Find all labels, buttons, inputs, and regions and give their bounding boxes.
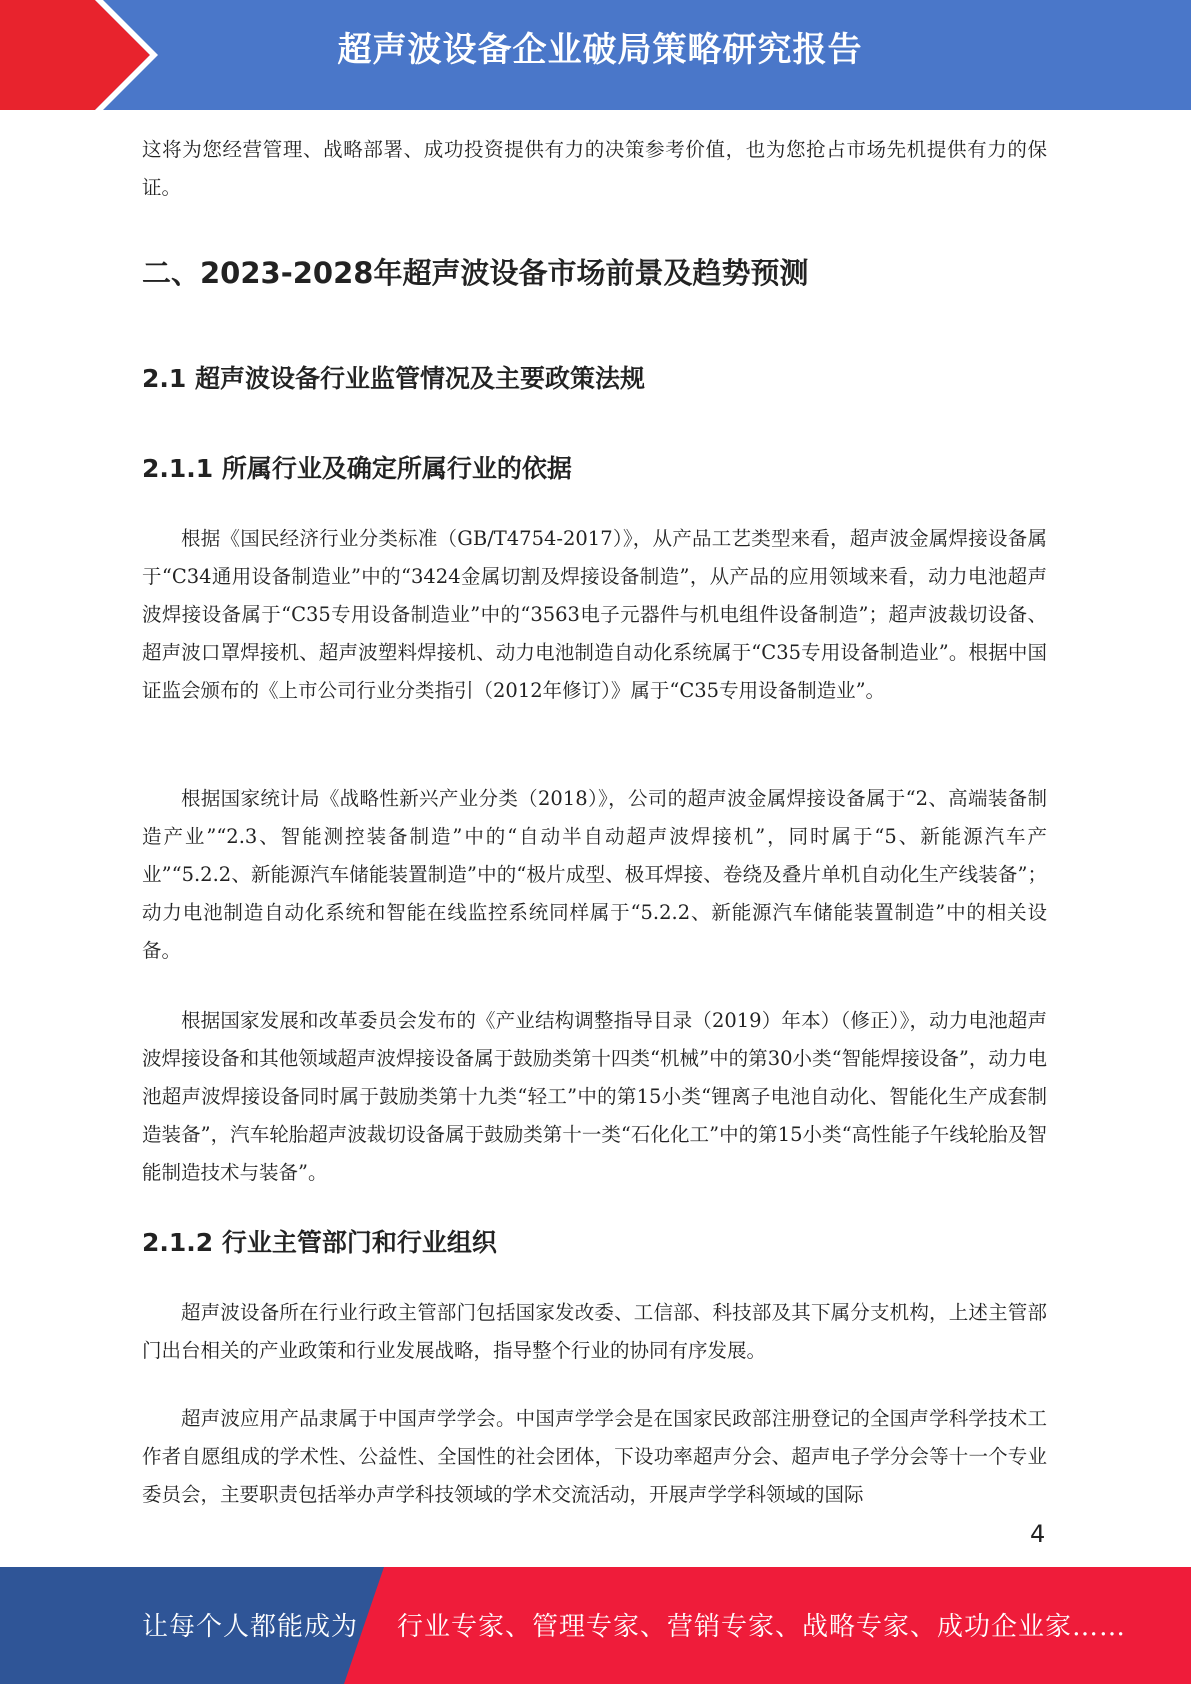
body-paragraph: 超声波设备所在行业行政主管部门包括国家发改委、工信部、科技部及其下属分支机构，上述主管部门出台相关的产业政策和行业发展战略，指导整个行业的协同有序发展。 <box>142 1301 1047 1362</box>
document-body <box>142 131 1047 1506</box>
body-paragraph: 超声波应用产品隶属于中国声学学会。中国声学学会是在国家民政部注册登记的全国声学科学技术工作者自愿组成的学术性、公益性、全国性的社会团体，下设功率超声分会、超声电子学分会等十一个专业委员会，主要职责包括举办声学科技领域的学术交流活动，开展声学学科领域的国际 <box>142 1407 1047 1506</box>
page-header <box>0 0 1191 110</box>
footer-slogan-right: 行业专家、管理专家、营销专家、战略专家、成功企业家…… <box>397 1612 1127 1642</box>
continuation-paragraph: 这将为您经营管理、战略部署、成功投资提供有力的决策参考价值，也为您抢占市场先机提供有力的保证。 <box>142 138 1047 199</box>
sub-subsection-heading-2: 2.1.2 行业主管部门和行业组织 <box>142 1228 497 1257</box>
sub-subsection-heading-1: 2.1.1 所属行业及确定所属行业的依据 <box>142 454 572 483</box>
page-footer <box>0 1567 1191 1684</box>
body-paragraph: 根据国家统计局《战略性新兴产业分类（2018）》，公司的超声波金属焊接设备属于“2、高端装备制造产业”“2.3、智能测控装备制造”中的“自动半自动超声波焊接机”，同时属于“5、新能源汽车产业”“5.2.2、新能源汽车储能装置制造”中的“极片成型、极耳焊接、卷绕及叠片单机自动化生产线装备”；动力电池制造自动化系统和智能在线监控系统同样属于“5.2.2、新能源汽车储能装置制造”中的相关设备。 <box>142 787 1047 962</box>
footer-slogan-left: 让每个人都能成为 <box>142 1612 359 1642</box>
body-paragraph: 根据《国民经济行业分类标准（GB/T4754-2017）》，从产品工艺类型来看，超声波金属焊接设备属于“C34通用设备制造业”中的“3424金属切割及焊接设备制造”，从产品的应用领域来看，动力电池超声波焊接设备属于“C35专用设备制造业”中的“3563电子元器件与机电组件设备制造”；超声波裁切设备、超声波口罩焊接机、超声波塑料焊接机、动力电池制造自动化系统属于“C35专用设备制造业”。根据中国证监会颁布的《上市公司行业分类指引（2012年修订）》属于“C35专用设备制造业”。 <box>142 527 1047 702</box>
report-title: 超声波设备企业破局策略研究报告 <box>337 30 863 70</box>
page-number: 4 <box>1030 1520 1046 1548</box>
body-paragraph: 根据国家发展和改革委员会发布的《产业结构调整指导目录（2019）年本）（修正）》，动力电池超声波焊接设备和其他领域超声波焊接设备属于鼓励类第十四类“机械”中的第30小类“智能焊接设备”，动力电池超声波焊接设备同时属于鼓励类第十九类“轻工”中的第15小类“锂离子电池自动化、智能化生产成套制造装备”，汽车轮胎超声波裁切设备属于鼓励类第十一类“石化化工”中的第15小类“高性能子午线轮胎及智能制造技术与装备”。 <box>142 1009 1047 1184</box>
section-heading: 二、2023-2028年超声波设备市场前景及趋势预测 <box>142 256 809 290</box>
subsection-heading: 2.1 超声波设备行业监管情况及主要政策法规 <box>142 364 645 393</box>
